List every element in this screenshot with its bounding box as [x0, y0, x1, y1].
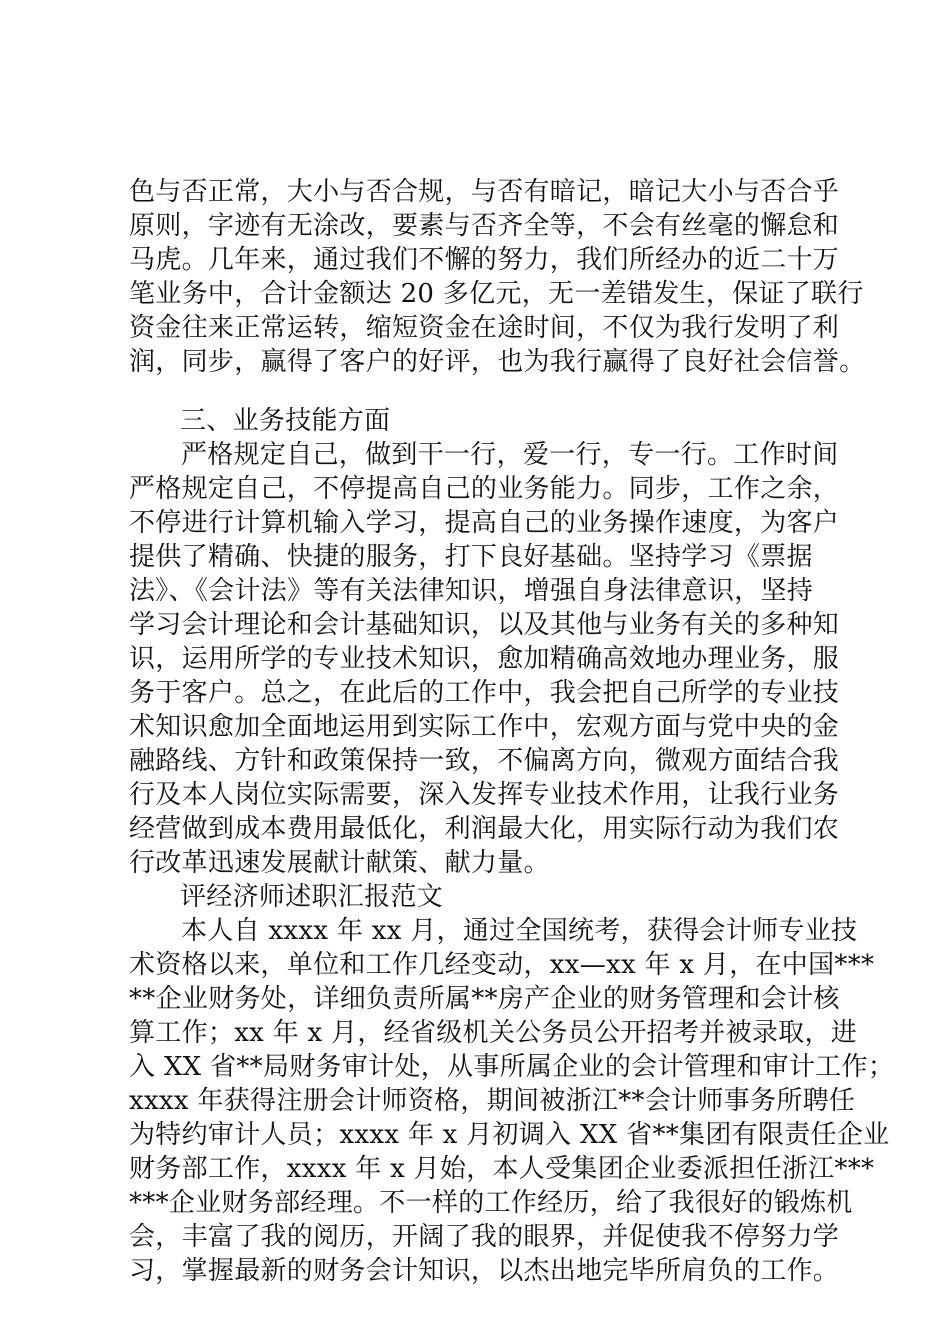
body-text-line: 财务部工作，xxxx 年 x 月始，本人受集团企业委派担任浙江*** — [129, 1154, 875, 1184]
body-text-line: ***企业财务部经理。不一样的工作经历，给了我很好的锻炼机 — [129, 1188, 853, 1218]
body-text-line: 经营做到成本费用最低化，利润最大化，用实际行动为我们农 — [129, 814, 840, 844]
body-text-line: xxxx 年获得注册会计师资格，期间被浙江**会计师事务所聘任 — [129, 1086, 856, 1116]
article-title: 评经济师述职汇报范文 — [180, 882, 444, 912]
body-text-line: **企业财务处，详细负责所属**房产企业的财务管理和会计核 — [129, 984, 840, 1014]
body-text-line: 会，丰富了我的阅历，开阔了我的眼界，并促使我不停努力学 — [129, 1222, 840, 1252]
body-text-line: 色与否正常，大小与否合规，与否有暗记，暗记大小与否合乎 — [129, 177, 840, 207]
body-text-line: 法》、《会计法》等有关法律知识，增强自身法律意识，坚持 — [129, 576, 814, 606]
paragraph-first-line: 本人自 xxxx 年 xx 月，通过全国统考，获得会计师专业技 — [181, 916, 858, 946]
body-text-line: 为特约审计人员；xxxx 年 x 月初调入 XX 省**集团有限责任企业 — [129, 1120, 890, 1150]
body-text-line: 务于客户。总之，在此后的工作中，我会把自己所学的专业技 — [129, 678, 840, 708]
body-text-line: 行及本人岗位实际需要，深入发挥专业技术作用，让我行业务 — [129, 780, 840, 810]
paragraph-first-line: 严格规定自己，做到干一行，爱一行，专一行。工作时间 — [181, 440, 839, 470]
body-text-line: 融路线、方针和政策保持一致，不偏离方向，微观方面结合我 — [129, 746, 840, 776]
body-text-line: 学习会计理论和会计基础知识，以及其他与业务有关的多种知 — [129, 610, 840, 640]
body-text-line: 马虎。几年来，通过我们不懈的努力，我们所经办的近二十万 — [129, 245, 840, 275]
body-text-line: 算工作；xx 年 x 月，经省级机关公务员公开招考并被录取，进 — [129, 1018, 858, 1048]
body-text-line: 提供了精确、快捷的服务，打下良好基础。坚持学习《票据 — [129, 542, 813, 572]
body-text-line: 原则，字迹有无涂改，要素与否齐全等，不会有丝毫的懈怠和 — [129, 211, 840, 241]
body-text-line: 严格规定自己，不停提高自己的业务能力。同步，工作之余， — [129, 474, 840, 504]
body-text-line: 笔业务中，合计金额达 20 多亿元，无一差错发生，保证了联行 — [129, 279, 864, 309]
body-text-line: 术知识愈加全面地运用到实际工作中，宏观方面与党中央的金 — [129, 712, 840, 742]
body-text-line: 习，掌握最新的财务会计知识，以杰出地完毕所肩负的工作。 — [129, 1256, 840, 1286]
body-text-line: 入 XX 省**局财务审计处，从事所属企业的会计管理和审计工作； — [129, 1052, 895, 1082]
body-text-line: 行改革迅速发展献计献策、献力量。 — [129, 848, 550, 878]
body-text-line: 不停进行计算机输入学习，提高自己的业务操作速度，为客户 — [129, 508, 840, 538]
body-text-line: 识，运用所学的专业技术知识，愈加精确高效地办理业务，服 — [129, 644, 840, 674]
body-text-line: 术资格以来，单位和工作几经变动，xx—xx 年 x 月，在中国*** — [129, 950, 875, 980]
body-text-line: 资金往来正常运转，缩短资金在途时间，不仅为我行发明了利 — [129, 313, 840, 343]
section-heading: 三、业务技能方面 — [180, 406, 391, 436]
body-text-line: 润，同步，赢得了客户的好评，也为我行赢得了良好社会信誉。 — [129, 347, 866, 377]
